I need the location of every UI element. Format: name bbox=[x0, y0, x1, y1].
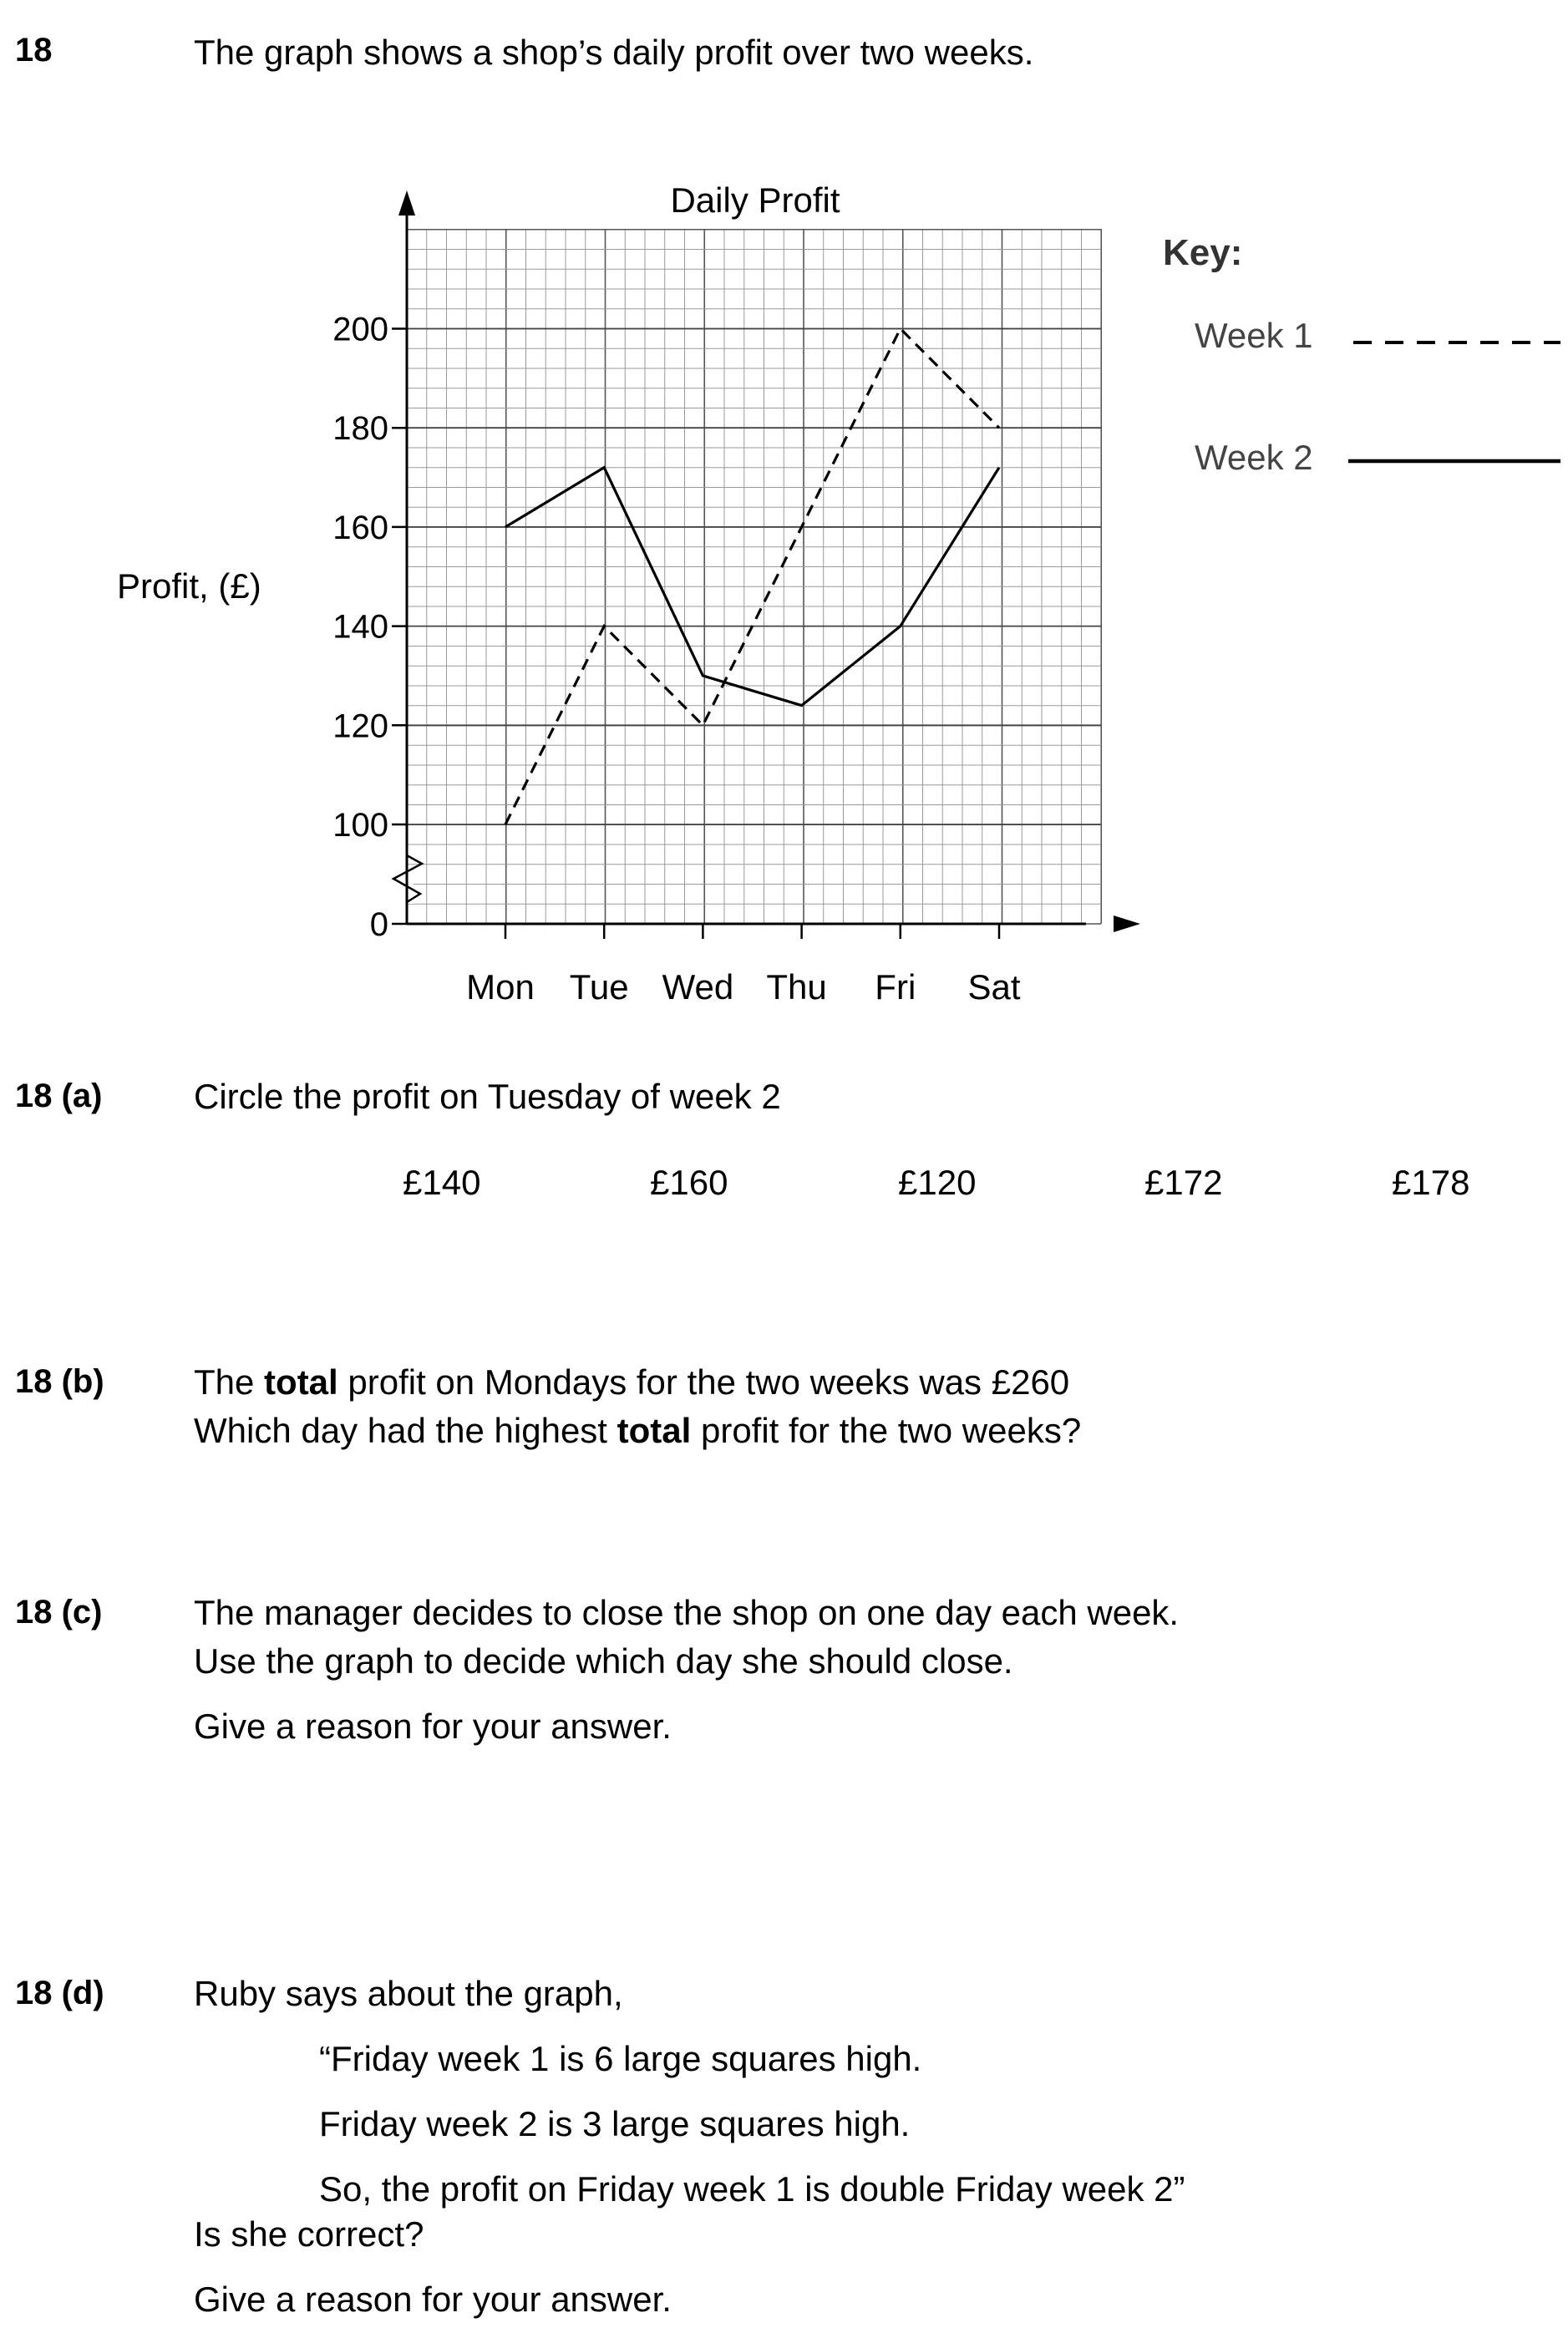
legend-title: Key: bbox=[1163, 232, 1243, 273]
x-tick-label: Mon bbox=[466, 967, 535, 1007]
question-number: 18 bbox=[15, 32, 53, 68]
option-172[interactable]: £172 bbox=[1144, 1163, 1223, 1202]
series-line-1 bbox=[505, 329, 999, 825]
daily-profit-chart bbox=[0, 0, 1568, 1027]
part-c-label: 18 (c) bbox=[15, 1594, 103, 1631]
part-d-line3: Give a reason for your answer. bbox=[194, 2280, 672, 2319]
part-d-quote2: Friday week 2 is 3 large squares high. bbox=[319, 2104, 911, 2143]
legend-week2-label: Week 2 bbox=[1195, 438, 1313, 477]
option-178[interactable]: £178 bbox=[1392, 1163, 1470, 1202]
y-tick-label: 180 bbox=[332, 410, 388, 448]
x-axis-arrow bbox=[1114, 915, 1140, 932]
chart-title: Daily Profit bbox=[670, 180, 840, 220]
part-b-line2-post: profit for the two weeks? bbox=[691, 1411, 1082, 1450]
chart-grid bbox=[407, 229, 1101, 924]
x-tick-label: Wed bbox=[662, 967, 734, 1007]
option-160[interactable]: £160 bbox=[650, 1163, 728, 1202]
y-axis-label: Profit, (£) bbox=[117, 566, 261, 606]
part-c-line3: Give a reason for your answer. bbox=[194, 1707, 672, 1746]
x-tick-label: Thu bbox=[766, 967, 827, 1007]
legend-week1-label: Week 1 bbox=[1195, 316, 1313, 355]
x-tick-label: Fri bbox=[875, 967, 916, 1007]
y-tick-label: 0 bbox=[369, 906, 388, 943]
part-b-line2 bbox=[194, 1407, 1081, 1455]
part-b-line1-post: profit on Mondays for the two weeks was £260 bbox=[337, 1362, 1070, 1402]
part-a-prompt: Circle the profit on Tuesday of week 2 bbox=[194, 1077, 781, 1116]
chart-ticks bbox=[332, 312, 1021, 1007]
part-b-label: 18 (b) bbox=[15, 1363, 104, 1400]
y-tick-label: 160 bbox=[332, 509, 388, 546]
y-tick-label: 200 bbox=[332, 311, 388, 348]
part-c-line1: The manager decides to close the shop on one day each week. bbox=[194, 1593, 1180, 1632]
part-d-label: 18 (d) bbox=[15, 1975, 104, 2011]
y-axis-arrow bbox=[398, 190, 415, 216]
x-tick-label: Sat bbox=[967, 967, 1021, 1007]
part-d-quote1: “Friday week 1 is 6 large squares high. bbox=[319, 2039, 922, 2078]
part-b-line1-bold: total bbox=[264, 1362, 338, 1402]
part-b-line1 bbox=[194, 1358, 1069, 1407]
question-intro: The graph shows a shop’s daily profit over two weeks. bbox=[194, 33, 1034, 72]
part-d-quote3: So, the profit on Friday week 1 is double Friday week 2” bbox=[319, 2169, 1185, 2209]
part-d-line1: Ruby says about the graph, bbox=[194, 1974, 623, 2013]
part-b-line2-pre: Which day had the highest bbox=[194, 1411, 617, 1450]
chart-key bbox=[1348, 342, 1560, 461]
chart-series bbox=[505, 328, 999, 824]
part-b-line2-bold: total bbox=[617, 1411, 692, 1450]
part-c-line2: Use the graph to decide which day she should close. bbox=[194, 1641, 1013, 1681]
part-d-line2: Is she correct? bbox=[194, 2214, 424, 2254]
part-a-label: 18 (a) bbox=[15, 1078, 103, 1114]
part-b-line1-pre: The bbox=[194, 1362, 265, 1402]
option-120[interactable]: £120 bbox=[898, 1163, 977, 1202]
y-tick-label: 140 bbox=[332, 608, 388, 646]
option-140[interactable]: £140 bbox=[403, 1163, 481, 1202]
x-tick-label: Tue bbox=[569, 967, 629, 1007]
y-tick-label: 120 bbox=[332, 708, 388, 745]
y-tick-label: 100 bbox=[332, 807, 388, 844]
